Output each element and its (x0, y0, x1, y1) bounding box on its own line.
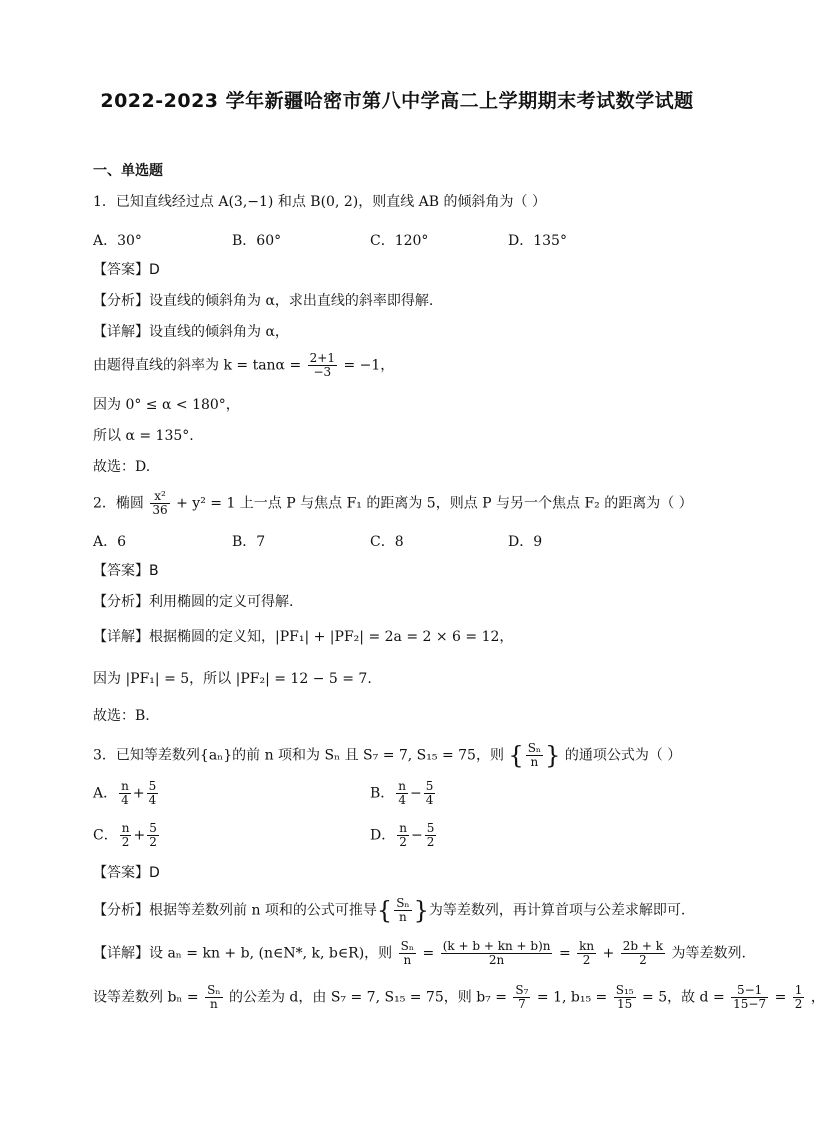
q3-option-d-frac2 (425, 822, 437, 849)
q3-detail (93, 940, 746, 967)
q3-last-frac5-den: 2 (794, 997, 803, 1011)
q3-option-b-frac1-den: 4 (398, 793, 406, 807)
q3-option-d-op: − (410, 827, 423, 844)
q3-option-b-frac2 (424, 780, 436, 807)
q3-detail-frac1-num: Sₙ (400, 939, 415, 953)
q3-option-a-frac2-num: 5 (148, 779, 157, 793)
q2-choice: 故选：B. (93, 708, 150, 724)
q1-option-a: A．30° (93, 233, 142, 249)
q1-slope-suffix: = −1， (343, 357, 395, 374)
q3-option-b (370, 780, 437, 807)
q3-last-frac5 (793, 984, 805, 1011)
q3-option-a-label: A． (93, 785, 118, 802)
q3-last-frac1-den: n (209, 997, 218, 1011)
q1-option-d: D．135° (508, 233, 567, 249)
q3-last-frac4 (731, 984, 768, 1011)
q3-option-a (93, 780, 160, 807)
q2-option-c: C．8 (370, 534, 404, 550)
q1-detail: 【详解】设直线的倾斜角为 α， (93, 324, 289, 340)
q3-option-c-op: + (133, 827, 146, 844)
q3-last-frac2 (513, 984, 530, 1011)
q2-ellipse-fraction (150, 490, 169, 517)
q3-analysis-frac-den: n (399, 910, 407, 924)
page-title: 2022-2023 学年新疆哈密市第八中学高二上学期期末考试数学试题 (100, 90, 694, 112)
q3-detail-eq1: = (422, 945, 435, 962)
q3-last-frac1 (205, 984, 222, 1011)
q3-last-mid: 的公差为 d，由 S₇ = 7, S₁₅ = 75，则 b₇ = (228, 989, 507, 1006)
q2-because: 因为 |PF₁| = 5，所以 |PF₂| = 12 − 5 = 7. (93, 671, 372, 687)
q2-option-d: D．9 (508, 534, 543, 550)
q3-detail-frac2-den: 2n (488, 953, 505, 967)
q3-option-c-frac1 (120, 822, 132, 849)
q1-range: 因为 0° ≤ α < 180°， (93, 397, 240, 413)
q3-detail-frac3-den: 2 (582, 953, 591, 967)
q3-detail-frac2-num: (k + b + kn + b)n (442, 939, 551, 953)
q3-last-frac5-num: 1 (794, 983, 803, 997)
q3-analysis-fraction (394, 897, 411, 924)
q3-last-frac2-num: S₇ (515, 983, 529, 997)
q3-option-d-frac1-num: n (399, 821, 407, 835)
q3-option-b-frac1-num: n (398, 779, 407, 793)
q2-answer: 【答案】B (93, 563, 159, 579)
q3-last-frac4-num: 5−1 (731, 984, 768, 998)
q3-option-d-frac1 (397, 822, 409, 849)
q2-option-b: B．7 (232, 534, 266, 550)
q3-detail-prefix: 【详解】设 aₙ = kn + b, (n∈N*, k, b∈R)，则 (93, 945, 393, 962)
q3-detail-frac2 (441, 940, 553, 967)
q3-last-frac2-den: 7 (518, 997, 526, 1011)
q3-option-d (370, 822, 438, 849)
q3-detail-frac1 (399, 940, 416, 967)
q1-option-c: C．120° (370, 233, 429, 249)
q3-option-b-frac2-den: 4 (425, 793, 434, 807)
q3-option-c-frac2-num: 5 (149, 821, 157, 835)
q3-detail-suffix: 为等差数列. (671, 945, 746, 962)
q1-slope-line (93, 352, 394, 379)
q1-answer: 【答案】D (93, 262, 160, 278)
q3-option-b-frac1 (396, 780, 408, 807)
q3-detail-frac3-num: kn (579, 939, 595, 953)
q3-option-c (93, 822, 161, 849)
q3-last (93, 984, 825, 1011)
q3-stem-suffix: 的通项公式为（ ） (564, 747, 682, 764)
q3-last-frac1-num: Sₙ (207, 983, 221, 997)
q3-analysis-prefix: 【分析】根据等差数列前 n 项和的公式可推导 (93, 902, 377, 919)
q3-seq-numerator: Sₙ (527, 741, 542, 755)
q3-option-d-label: D． (370, 827, 396, 844)
q1-result: 所以 α = 135°. (93, 428, 194, 444)
q3-last-end: ， (810, 989, 825, 1006)
q3-option-c-frac2 (147, 822, 159, 849)
q3-stem-prefix: 3．已知等差数列{aₙ}的前 n 项和为 Sₙ 且 S₇ = 7, S₁₅ = 75，则 (93, 747, 504, 764)
q3-detail-frac4-den: 2 (639, 953, 647, 967)
q3-option-c-frac2-den: 2 (149, 835, 157, 849)
section-heading: 一、单选题 (93, 163, 163, 179)
q3-analysis-suffix: 为等差数列，再计算首项与公差求解即可. (428, 902, 686, 919)
q2-stem (93, 490, 693, 517)
q3-option-d-frac2-den: 2 (426, 835, 435, 849)
q3-analysis: 【分析】根据等差数列前 n 项和的公式可推导{ $\frac{\text{Sₙ}}{n}$ }为等差数列，再计算首项与公差求解即可. (93, 896, 686, 925)
q3-option-a-op: + (132, 785, 145, 802)
q2-analysis: 【分析】利用椭圆的定义可得解. (93, 594, 294, 610)
q3-option-a-frac1-num: n (121, 779, 129, 793)
q1-slope-prefix: 由题得直线的斜率为 k = tanα = (93, 357, 302, 374)
q3-option-c-label: C． (93, 827, 118, 844)
q3-option-a-frac2 (147, 780, 159, 807)
q2-ellipse-denominator: 36 (152, 503, 168, 517)
q2-stem-prefix: 2．椭圆 (93, 495, 144, 512)
q2-detail: 【详解】根据椭圆的定义知，|PF₁| + |PF₂| = 2a = 2 × 6 = 12， (93, 629, 514, 645)
q3-seq-denominator: n (530, 755, 539, 769)
q3-last-mid4: = (774, 989, 787, 1006)
q3-stem: 3．已知等差数列{aₙ}的前 n 项和为 Sₙ 且 S₇ = 7, S₁₅ = 75，则 { $\frac{\text{Sₙ}}{n}$ } 的通项公式为（ ） (93, 741, 682, 770)
q3-last-frac3-den: 15 (617, 997, 633, 1011)
q3-last-mid3: = 5，故 d = (642, 989, 725, 1006)
q3-last-frac4-den: 15−7 (733, 997, 767, 1011)
q3-option-c-frac1-num: n (121, 821, 130, 835)
q3-option-d-frac1-den: 2 (399, 835, 407, 849)
q3-option-d-frac2-num: 5 (426, 821, 435, 835)
q3-detail-eq2: = (558, 945, 571, 962)
q1-option-b: B．60° (232, 233, 282, 249)
q3-seq-fraction (526, 742, 543, 769)
q3-option-a-frac1-den: 4 (121, 793, 129, 807)
q1-slope-fraction (308, 352, 337, 379)
q3-option-b-label: B． (370, 785, 395, 802)
q2-stem-suffix: + y² = 1 上一点 P 与焦点 F₁ 的距离为 5，则点 P 与另一个焦点 F₂ 的距离为（ ） (176, 495, 693, 512)
q3-analysis-frac-num: Sₙ (396, 896, 410, 910)
q1-choice: 故选：D. (93, 459, 151, 475)
q3-detail-frac4 (621, 940, 665, 967)
q3-last-prefix: 设等差数列 bₙ = (93, 989, 199, 1006)
q1-slope-numerator: 2+1 (309, 351, 335, 365)
q3-detail-plus: + (602, 945, 615, 962)
q1-analysis: 【分析】设直线的倾斜角为 α，求出直线的斜率即得解. (93, 293, 434, 309)
q3-option-b-op: − (410, 785, 422, 802)
q3-option-c-frac1-den: 2 (121, 835, 130, 849)
q3-detail-frac3 (577, 940, 596, 967)
q2-option-a: A．6 (93, 534, 127, 550)
q3-option-a-frac2-den: 4 (148, 793, 157, 807)
q3-last-frac3-num: S₁₅ (615, 983, 634, 997)
q1-slope-denominator: −3 (313, 365, 332, 379)
q3-option-a-frac1 (119, 780, 131, 807)
q3-answer: 【答案】D (93, 865, 160, 881)
q1-stem: 1．已知直线经过点 A(3,−1) 和点 B(0, 2)，则直线 AB 的倾斜角为（ ） (93, 194, 546, 210)
q3-option-b-frac2-num: 5 (425, 779, 434, 793)
q3-last-mid2: = 1, b₁₅ = (536, 989, 608, 1006)
q3-detail-frac4-num: 2b + k (622, 939, 664, 953)
q3-last-frac3 (614, 984, 636, 1011)
q2-ellipse-numerator: x² (150, 490, 169, 504)
q3-detail-frac1-den: n (403, 953, 412, 967)
